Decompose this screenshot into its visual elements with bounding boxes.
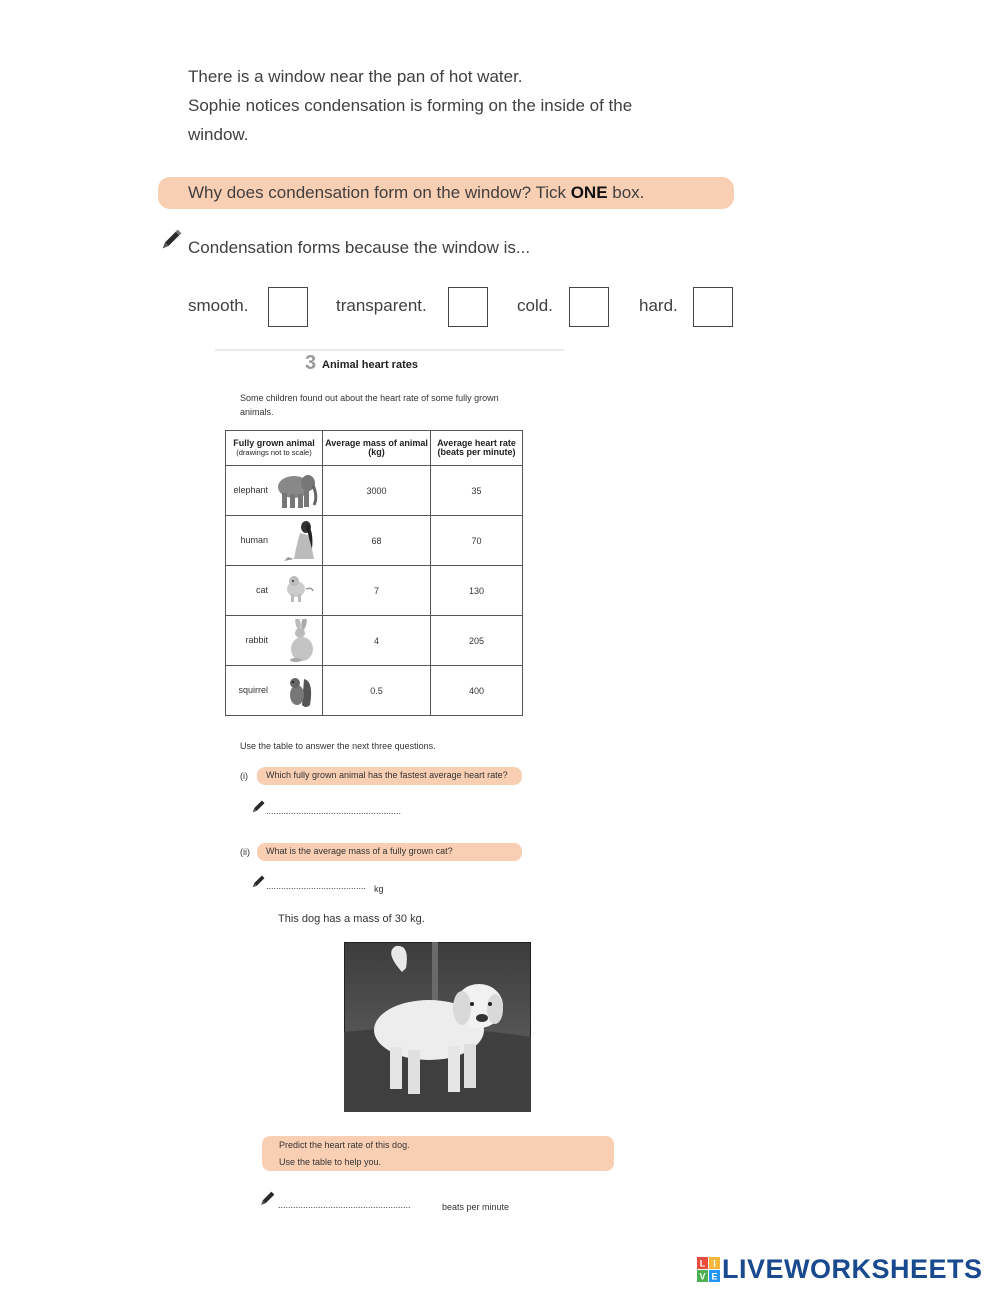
q2-unit: kg [374,884,384,894]
q2-answer-field[interactable]: ........................................ [266,881,367,891]
q3-answer-field[interactable]: ..................................................... [278,1200,411,1210]
cat-icon [280,569,320,611]
cell-animal [226,566,323,616]
header-animal-main: Fully grown animal [233,438,315,448]
option-transparent-label: transparent. [336,296,427,315]
table-row [226,516,523,566]
cell-mass: 7 [323,566,431,616]
cell-rate: 35 [431,466,523,516]
question-text-post: box. [607,183,645,202]
cell-rate: 130 [431,566,523,616]
cell-animal [226,666,323,716]
cell-mass: 4 [323,616,431,666]
liveworksheets-cube-icon [697,1257,721,1283]
section-intro-line-1: Some children found out about the heart rate of some fully grown [240,393,499,403]
cell-animal [226,466,323,516]
header-mass [323,431,431,466]
animal-name: squirrel [238,685,268,695]
header-animal [226,431,323,466]
cell-mass: 68 [323,516,431,566]
section-intro [240,391,499,419]
animal-name: rabbit [245,635,268,645]
heart-rate-table [225,430,523,716]
liveworksheets-logo: LIVEWORKSHEETS [722,1254,983,1284]
table-header-row [226,431,523,466]
intro-line-2: Sophie notices condensation is forming on the inside of the [188,96,633,115]
header-mass-main: Average mass of animal (kg) [325,438,428,457]
tick-box-smooth[interactable] [268,287,308,327]
table-row [226,666,523,716]
pencil-icon [158,227,184,253]
pencil-icon [258,1190,276,1208]
animal-name: human [240,535,268,545]
q1-text: Which fully grown animal has the fastest average heart rate? [266,770,508,780]
q3-line-1: Predict the heart rate of this dog. [279,1140,410,1150]
question-stem: Condensation forms because the window is... [188,238,531,257]
cube-letter: E [711,1271,718,1282]
option-cold-label: cold. [517,296,553,315]
table-row [226,566,523,616]
cell-mass: 3000 [323,466,431,516]
option-smooth-label: smooth. [188,296,249,315]
dog-photo [344,942,531,1112]
cell-rate: 70 [431,516,523,566]
header-animal-sub: (drawings not to scale) [236,448,312,457]
cell-rate: 400 [431,666,523,716]
section-divider [215,349,564,351]
animal-name: cat [255,585,268,595]
tick-box-cold[interactable] [569,287,609,327]
intro-text [188,62,748,149]
q2-banner [257,843,522,861]
q3-unit: beats per minute [442,1202,510,1212]
table-row [226,616,523,666]
section-number: 3 [305,352,317,374]
cube-letter: V [699,1271,706,1282]
cell-animal [226,516,323,566]
q1-answer-field[interactable]: ...................................................... [266,806,402,816]
option-hard-label: hard. [639,296,678,315]
elephant-icon [270,469,320,511]
question-banner [158,177,734,209]
question-text-pre: Why does condensation form on the window? Tick [188,183,571,202]
intro-line-1: There is a window near the pan of hot water. [188,67,523,86]
q2-text: What is the average mass of a fully grown cat? [266,846,453,856]
q3-banner [262,1136,614,1171]
squirrel-icon [280,669,320,711]
table-row [226,466,523,516]
cell-rate: 205 [431,616,523,666]
cell-mass: 0.5 [323,666,431,716]
cube-letter: I [713,1258,716,1269]
table-instructions: Use the table to answer the next three questions. [240,741,436,751]
pencil-icon [250,799,266,815]
tick-box-hard[interactable] [693,287,733,327]
q1-label: (i) [240,771,248,781]
cell-animal [226,616,323,666]
animal-name: elephant [233,485,268,495]
section-title: Animal heart rates [322,359,418,371]
section-intro-line-2: animals. [240,407,274,417]
dog-caption: This dog has a mass of 30 kg. [278,913,425,925]
rabbit-icon [280,619,320,663]
cube-letter: L [699,1258,706,1269]
q1-banner [257,767,522,785]
pencil-icon [250,874,266,890]
tick-box-transparent[interactable] [448,287,488,327]
question-text-bold: ONE [570,183,608,202]
intro-line-3: window. [188,125,249,144]
human-icon [280,519,320,563]
header-rate [431,431,523,466]
q2-label: (ii) [240,847,250,857]
q3-line-2: Use the table to help you. [279,1157,382,1167]
header-rate-main: Average heart rate (beats per minute) [437,438,516,457]
